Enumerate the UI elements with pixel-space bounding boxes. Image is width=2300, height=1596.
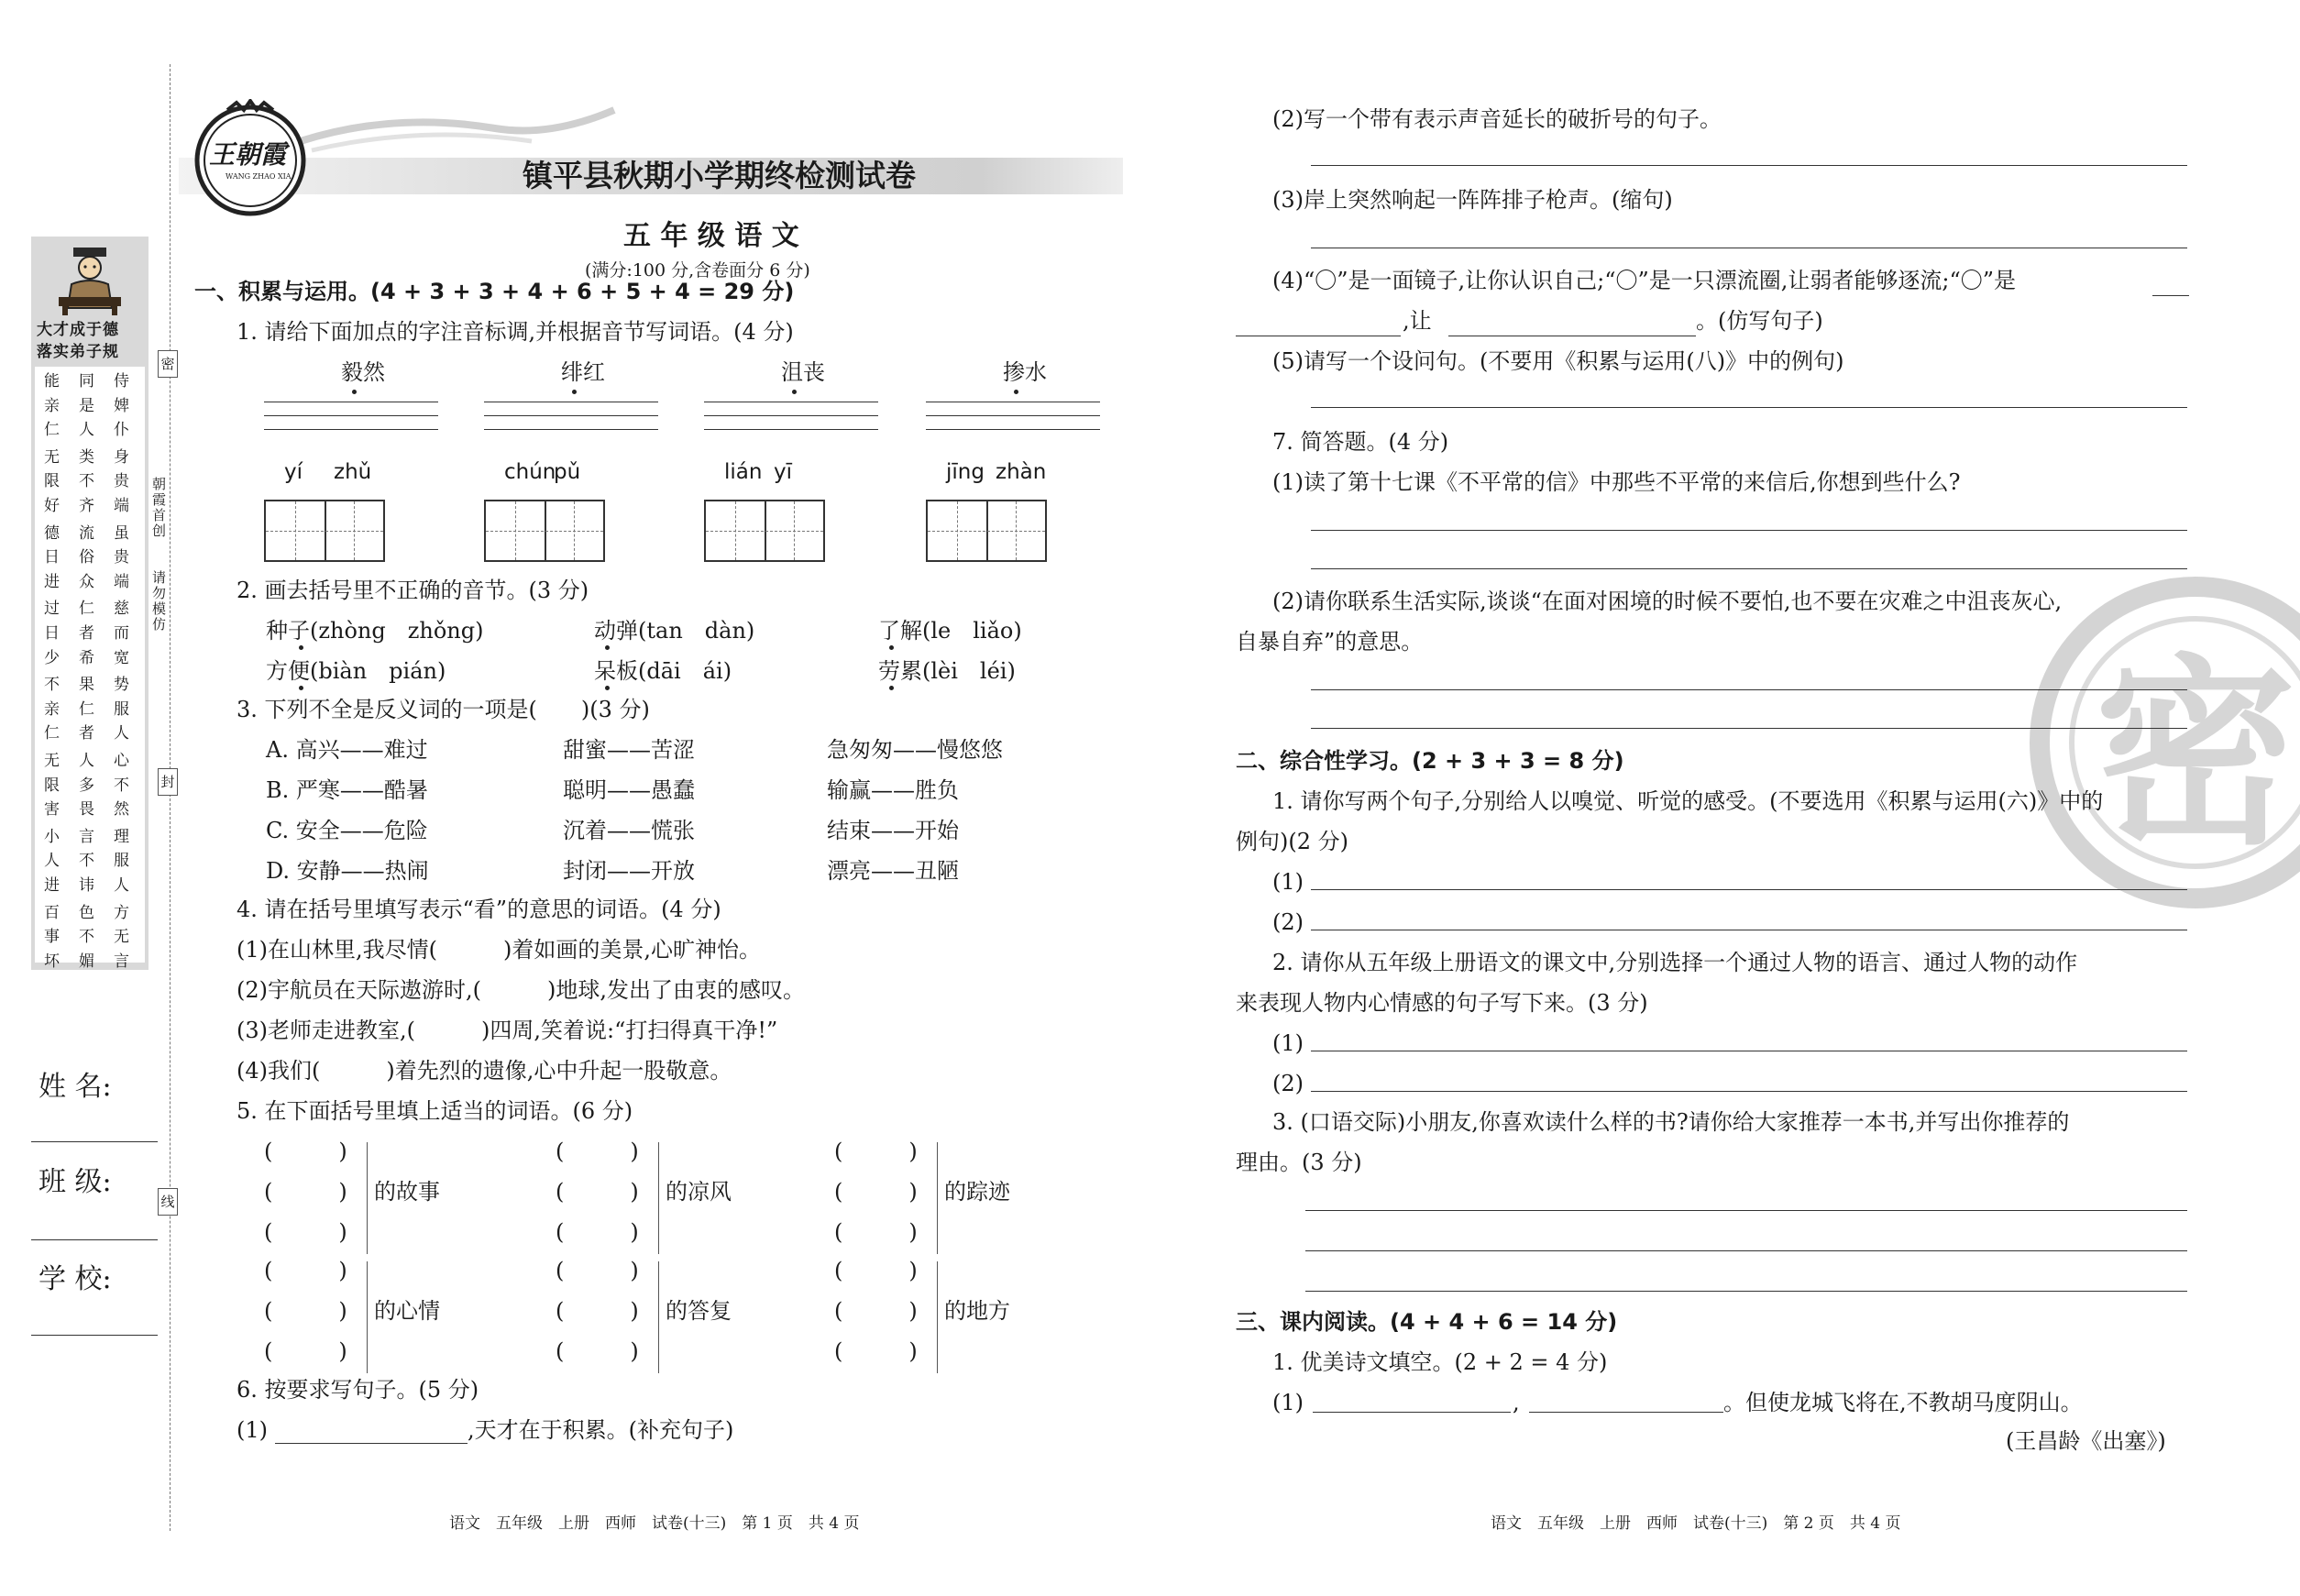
- s2-q2-n2: (2): [1272, 1071, 1304, 1096]
- motto-char: 是: [79, 396, 94, 415]
- s3-q1-1-blank-1[interactable]: [1313, 1412, 1511, 1413]
- motto-char: 不: [44, 676, 60, 695]
- motto-char: 众: [79, 572, 94, 591]
- motto-char: 进: [44, 572, 60, 591]
- motto-char: 小: [44, 827, 60, 846]
- q6-1-text: ,天才在于积累。(补充句子): [468, 1417, 734, 1443]
- q7-2-prompt-a: (2)请你联系生活实际,谈谈“在面对困境的时候不要怕,也不要在灾难之中沮丧灰心,: [1272, 589, 2063, 614]
- motto-char: 色: [79, 903, 94, 922]
- q2-item[interactable]: 了解(le liǎo): [878, 618, 1022, 644]
- section-1-heading: 一、积累与运用。(4 + 3 + 3 + 4 + 6 + 5 + 4 = 29 分): [194, 279, 795, 304]
- motto-char: 畏: [79, 800, 94, 820]
- q5-bracket: [658, 1261, 659, 1373]
- r2-prompt: (2)写一个带有表示声音延长的破折号的句子。: [1272, 106, 1722, 132]
- q2-item[interactable]: 劳累(lèi léi): [878, 658, 1016, 684]
- q2-item[interactable]: 方便(biàn pián): [266, 658, 446, 684]
- q5-blank[interactable]: ( ): [556, 1258, 639, 1283]
- q5-blank[interactable]: ( ): [834, 1139, 918, 1164]
- s2-q1-n2: (2): [1272, 909, 1304, 935]
- r4-prompt-end: 。(仿写句子): [1696, 308, 1823, 334]
- r5-prompt: (5)请写一个设问句。(不要用《积累与运用(八)》中的例句): [1272, 348, 1844, 374]
- q5-prompt: 5. 在下面括号里填上适当的词语。(6 分): [237, 1098, 633, 1124]
- motto-char: 无: [44, 447, 60, 467]
- subject-title: 五 年 级 语 文: [623, 220, 799, 252]
- motto-char: 流: [79, 523, 94, 543]
- q1-pinyin-1: chún: [504, 460, 556, 484]
- motto-char: 人: [114, 724, 129, 743]
- q5-bracket: [937, 1142, 938, 1254]
- motto-char: 人: [79, 752, 94, 770]
- q6-1-number: (1): [237, 1417, 268, 1443]
- s2-q3-line-1[interactable]: [1305, 1210, 2187, 1211]
- motto-char: 类: [79, 447, 94, 467]
- motto-char: 虽: [114, 523, 129, 543]
- logo-text: 王朝霞: [209, 139, 287, 170]
- motto-char: 仁: [79, 600, 94, 619]
- s2-q3-line-3[interactable]: [1305, 1291, 2187, 1292]
- q2-prompt: 2. 画去括号里不正确的音节。(3 分): [237, 578, 589, 603]
- q3-option: 沉着——慌张: [563, 818, 695, 843]
- motto-char: 仁: [79, 699, 94, 719]
- q5-phrase: 的心情: [374, 1298, 440, 1324]
- class-label: 班 级:: [39, 1166, 112, 1198]
- r4-prompt-a: (4)“〇”是一面镜子,让你认识自己;“〇”是一只漂流圈,让弱者能够逐流;“〇”是: [1272, 268, 2017, 293]
- s2-q1-prompt-b: 例句)(2 分): [1236, 829, 1348, 854]
- q5-blank[interactable]: ( ): [556, 1338, 639, 1364]
- q5-blank[interactable]: ( ): [834, 1298, 918, 1324]
- q1-word: 掺水: [1003, 359, 1047, 385]
- s3-q1-1-number: (1): [1272, 1390, 1304, 1415]
- s2-q2-line-2[interactable]: [1311, 1091, 2187, 1092]
- motto-char: 希: [79, 648, 94, 667]
- emphasis-dot: [792, 390, 797, 394]
- emphasis-dot: [352, 390, 357, 394]
- q3-option: 封闭——开放: [563, 858, 695, 884]
- q7-2-line-2[interactable]: [1311, 728, 2187, 729]
- q4-item-1[interactable]: (1)在山林里,我尽情( )着如画的美景,心旷神怡。: [237, 937, 761, 963]
- q3-option[interactable]: C. 安全——危险: [266, 818, 428, 843]
- s2-q1-prompt-a: 1. 请你写两个句子,分别给人以嗅觉、听觉的感受。(不要选用《积累与运用(六)》中的: [1272, 788, 2104, 814]
- motto-char: 贵: [114, 472, 129, 491]
- right-footer: 语文 五年级 上册 西师 试卷(十三) 第 2 页 共 4 页: [1491, 1514, 1901, 1533]
- q5-bracket: [658, 1142, 659, 1254]
- q4-item-2[interactable]: (2)宇航员在天际遨游时,( )地球,发出了由衷的感叹。: [237, 977, 805, 1003]
- q3-option: 甜蜜——苦涩: [563, 737, 695, 763]
- motto-char: 服: [114, 699, 129, 719]
- q1-word: 毅然: [341, 359, 385, 385]
- q7-2-prompt-b: 自暴自弃”的意思。: [1236, 629, 1424, 655]
- r4-prompt-mid: ,让: [1403, 308, 1432, 334]
- seal-tag-mi: 密: [158, 350, 178, 378]
- q5-blank[interactable]: ( ): [556, 1179, 639, 1205]
- motto-char: 言: [79, 827, 94, 846]
- tianzi-box[interactable]: [264, 500, 385, 562]
- s2-q2-prompt-a: 2. 请你从五年级上册语文的课文中,分别选择一个通过人物的语言、通过人物的动作: [1272, 950, 2078, 975]
- motto-char: 仁: [44, 724, 60, 743]
- motto-char: 不: [79, 928, 94, 947]
- q3-option: 结束——开始: [827, 818, 959, 843]
- s3-q1-1-text: 。但使龙城飞将在,不教胡马度阴山。: [1723, 1390, 2083, 1415]
- pinyin-answer-line[interactable]: [484, 429, 658, 430]
- motto-char: 不: [114, 776, 129, 795]
- q5-phrase: 的故事: [374, 1179, 440, 1205]
- motto-char: 讳: [79, 876, 94, 895]
- motto-char: 日: [44, 624, 60, 643]
- motto-line-1: 大才成于德: [37, 321, 119, 339]
- q3-option: 聪明——愚蠢: [563, 777, 695, 803]
- q6-1-blank[interactable]: [275, 1443, 468, 1444]
- q5-bracket: [367, 1261, 368, 1373]
- s3-q1-1-blank-2[interactable]: [1529, 1412, 1723, 1413]
- motto-char: 过: [44, 600, 60, 619]
- q1-word: 绯红: [561, 359, 605, 385]
- motto-grid: [35, 367, 145, 971]
- q1-pinyin-1: yí: [284, 460, 303, 484]
- logo-subtext: WANG ZHAO XIA: [226, 172, 292, 181]
- motto-char: 百: [44, 903, 60, 922]
- q5-blank[interactable]: ( ): [834, 1219, 918, 1245]
- q5-blank[interactable]: ( ): [264, 1258, 347, 1283]
- emphasis-dot: [889, 686, 894, 690]
- q7-1-prompt: (1)读了第十七课《不平常的信》中那些不平常的来信后,你想到些什么?: [1272, 469, 1961, 495]
- emphasis-dot: [299, 686, 303, 690]
- motto-char: 端: [114, 572, 129, 591]
- q7-1-line-2[interactable]: [1311, 568, 2187, 569]
- motto-char: 进: [44, 876, 60, 895]
- student-figure: [53, 244, 127, 317]
- s2-q3-line-2[interactable]: [1305, 1250, 2187, 1251]
- q5-phrase: 的踪迹: [944, 1179, 1010, 1205]
- motto-char: 无: [114, 928, 129, 947]
- pinyin-answer-line[interactable]: [264, 429, 438, 430]
- motto-char: 齐: [79, 497, 94, 515]
- motto-char: 俗: [79, 548, 94, 567]
- school-field[interactable]: [31, 1335, 158, 1336]
- emphasis-dot: [1014, 390, 1018, 394]
- emphasis-dot: [605, 686, 610, 690]
- motto-char: 限: [44, 472, 60, 491]
- q1-pinyin-1: lián: [724, 460, 763, 484]
- q5-blank[interactable]: ( ): [264, 1219, 347, 1245]
- motto-char: 坏: [44, 952, 60, 971]
- section-2-heading: 二、综合性学习。(2 + 3 + 3 = 8 分): [1236, 748, 1624, 774]
- motto-char: 仆: [114, 421, 129, 440]
- emphasis-dot: [572, 390, 577, 394]
- motto-char: 理: [114, 827, 129, 846]
- tianzi-box[interactable]: [704, 500, 825, 562]
- q3-option: 输赢——胜负: [827, 777, 959, 803]
- r4-blank-1[interactable]: [2152, 295, 2189, 296]
- watermark-char: 密: [2095, 634, 2297, 872]
- seal-tag-xian: 线: [158, 1188, 178, 1216]
- motto-char: 人: [44, 852, 60, 871]
- s2-q2-prompt-b: 来表现人物内心情感的句子写下来。(3 分): [1236, 990, 1648, 1016]
- pinyin-answer-line[interactable]: [264, 415, 438, 416]
- motto-char: 好: [44, 497, 60, 515]
- q3-prompt: 3. 下列不全是反义词的一项是( )(3 分): [237, 697, 650, 722]
- binding-line: [170, 64, 171, 1531]
- vertical-note-2: 请勿模仿: [152, 569, 167, 633]
- q4-prompt: 4. 请在括号里填写表示“看”的意思的词语。(4 分): [237, 897, 721, 922]
- motto-char: 果: [79, 676, 94, 695]
- q7-prompt: 7. 简答题。(4 分): [1272, 429, 1449, 455]
- q5-blank[interactable]: ( ): [264, 1298, 347, 1324]
- q1-word: 沮丧: [781, 359, 825, 385]
- q3-option[interactable]: B. 严寒——酷暑: [266, 777, 428, 803]
- q6-prompt: 6. 按要求写句子。(5 分): [237, 1377, 479, 1403]
- q5-blank[interactable]: ( ): [556, 1139, 639, 1164]
- motto-char: 能: [44, 372, 60, 391]
- name-label: 姓 名:: [39, 1071, 112, 1103]
- motto-char: 然: [114, 800, 129, 820]
- motto-char: 少: [44, 648, 60, 667]
- vertical-note-1: 朝霞首创: [152, 476, 167, 539]
- logo: [191, 99, 310, 218]
- motto-char: 无: [44, 752, 60, 770]
- q5-bracket: [937, 1261, 938, 1373]
- q2-item[interactable]: 呆板(dāi ái): [594, 658, 732, 684]
- pinyin-answer-line[interactable]: [926, 429, 1100, 430]
- q1-pinyin-1: jīng: [946, 460, 985, 484]
- motto-char: 服: [114, 852, 129, 871]
- motto-char: 人: [114, 876, 129, 895]
- q1-pinyin-2: zhǔ: [334, 460, 372, 484]
- q5-blank[interactable]: ( ): [556, 1298, 639, 1324]
- s2-q2-n1: (1): [1272, 1030, 1304, 1056]
- q3-option[interactable]: A. 高兴——难过: [266, 737, 428, 763]
- q2-item[interactable]: 动弹(tan dàn): [594, 618, 755, 644]
- q2-item[interactable]: 种子(zhòng zhǒng): [266, 618, 484, 644]
- motto-char: 端: [114, 497, 129, 515]
- seal-tag-feng: 封: [158, 768, 178, 796]
- motto-char: 亲: [44, 396, 60, 415]
- motto-char: 宽: [114, 648, 129, 667]
- motto-char: 者: [79, 724, 94, 743]
- q1-prompt: 1. 请给下面加点的字注音标调,并根据音节写词语。(4 分): [237, 319, 794, 345]
- motto-panel: [31, 237, 149, 970]
- q5-blank[interactable]: ( ): [556, 1219, 639, 1245]
- motto-char: 侍: [114, 372, 129, 391]
- motto-char: 慈: [114, 600, 129, 619]
- tianzi-box[interactable]: [926, 500, 1047, 562]
- r3-prompt: (3)岸上突然响起一阵阵排子枪声。(缩句): [1272, 187, 1673, 213]
- s2-q1-line-1[interactable]: [1311, 889, 2187, 890]
- motto-char: 言: [114, 952, 129, 971]
- q7-2-line-1[interactable]: [1311, 689, 2187, 690]
- pinyin-answer-line[interactable]: [704, 429, 878, 430]
- q1-pinyin-2: pǔ: [554, 460, 581, 484]
- motto-line-2: 落实弟子规: [37, 343, 119, 361]
- q5-bracket: [367, 1142, 368, 1254]
- pinyin-answer-line[interactable]: [926, 415, 1100, 416]
- motto-char: 日: [44, 548, 60, 567]
- ribbon-decoration: [275, 92, 623, 156]
- watermark-seal: [2021, 568, 2300, 917]
- q1-pinyin-2: zhàn: [996, 460, 1047, 484]
- q5-phrase: 的答复: [666, 1298, 732, 1324]
- pinyin-answer-line[interactable]: [704, 415, 878, 416]
- motto-char: 德: [44, 523, 60, 543]
- score-note: (满分:100 分,含卷面分 6 分): [585, 260, 810, 281]
- left-footer: 语文 五年级 上册 西师 试卷(十三) 第 1 页 共 4 页: [449, 1514, 860, 1533]
- q7-1-line-1[interactable]: [1311, 530, 2187, 531]
- name-field[interactable]: [31, 1141, 158, 1142]
- q5-blank[interactable]: ( ): [834, 1338, 918, 1364]
- s3-q1-prompt: 1. 优美诗文填空。(2 + 2 = 4 分): [1272, 1349, 1608, 1375]
- r2-answer-line[interactable]: [1311, 165, 2187, 166]
- q1-pinyin-2: yī: [774, 460, 793, 484]
- s3-q1-1-comma: ,: [1513, 1390, 1520, 1415]
- motto-char: 婢: [114, 396, 129, 415]
- q5-blank[interactable]: ( ): [834, 1179, 918, 1205]
- motto-char: 亲: [44, 699, 60, 719]
- q5-phrase: 的地方: [944, 1298, 1010, 1324]
- section-3-heading: 三、课内阅读。(4 + 4 + 6 = 14 分): [1236, 1309, 1618, 1335]
- emphasis-dot: [299, 645, 303, 650]
- motto-char: 不: [79, 472, 94, 491]
- q5-blank[interactable]: ( ): [264, 1338, 347, 1364]
- q4-item-4[interactable]: (4)我们( )着先烈的遗像,心中升起一股敬意。: [237, 1058, 732, 1084]
- q3-option: 漂亮——丑陋: [827, 858, 959, 884]
- motto-char: 人: [79, 421, 94, 440]
- s2-q1-n1: (1): [1272, 869, 1304, 895]
- motto-char: 多: [79, 776, 94, 795]
- motto-char: 不: [79, 852, 94, 871]
- r5-answer-line[interactable]: [1311, 407, 2187, 408]
- s3-q1-source: (王昌龄《出塞》): [2006, 1428, 2166, 1454]
- motto-char: 仁: [44, 421, 60, 440]
- tianzi-box[interactable]: [484, 500, 605, 562]
- motto-char: 限: [44, 776, 60, 795]
- motto-char: 事: [44, 928, 60, 947]
- emphasis-dot: [605, 645, 610, 650]
- motto-char: 害: [44, 800, 60, 820]
- q5-blank[interactable]: ( ): [264, 1179, 347, 1205]
- s2-q3-prompt-b: 理由。(3 分): [1236, 1150, 1362, 1175]
- q3-option: 急匆匆——慢悠悠: [827, 737, 1003, 763]
- motto-char: 心: [114, 752, 129, 770]
- s2-q3-prompt-a: 3. (口语交际)小朋友,你喜欢读什么样的书?请你给大家推荐一本书,并写出你推荐的: [1272, 1109, 2070, 1135]
- motto-char: 而: [114, 624, 129, 643]
- motto-char: 势: [114, 676, 129, 695]
- school-label: 学 校:: [39, 1263, 112, 1295]
- exam-title: 镇平县秋期小学期终检测试卷: [523, 158, 916, 193]
- q5-blank[interactable]: ( ): [264, 1139, 347, 1164]
- emphasis-dot: [889, 645, 894, 650]
- motto-char: 方: [114, 903, 129, 922]
- q4-item-3[interactable]: (3)老师走进教室,( )四周,笑着说:“打扫得真干净!”: [237, 1018, 778, 1043]
- q3-option[interactable]: D. 安静——热闹: [266, 858, 429, 884]
- class-field[interactable]: [31, 1239, 158, 1240]
- q5-phrase: 的凉风: [666, 1179, 732, 1205]
- motto-char: 媚: [79, 952, 94, 971]
- motto-char: 者: [79, 624, 94, 643]
- motto-char: 贵: [114, 548, 129, 567]
- pinyin-answer-line[interactable]: [484, 415, 658, 416]
- q5-blank[interactable]: ( ): [834, 1258, 918, 1283]
- motto-char: 同: [79, 372, 94, 391]
- motto-char: 身: [114, 447, 129, 467]
